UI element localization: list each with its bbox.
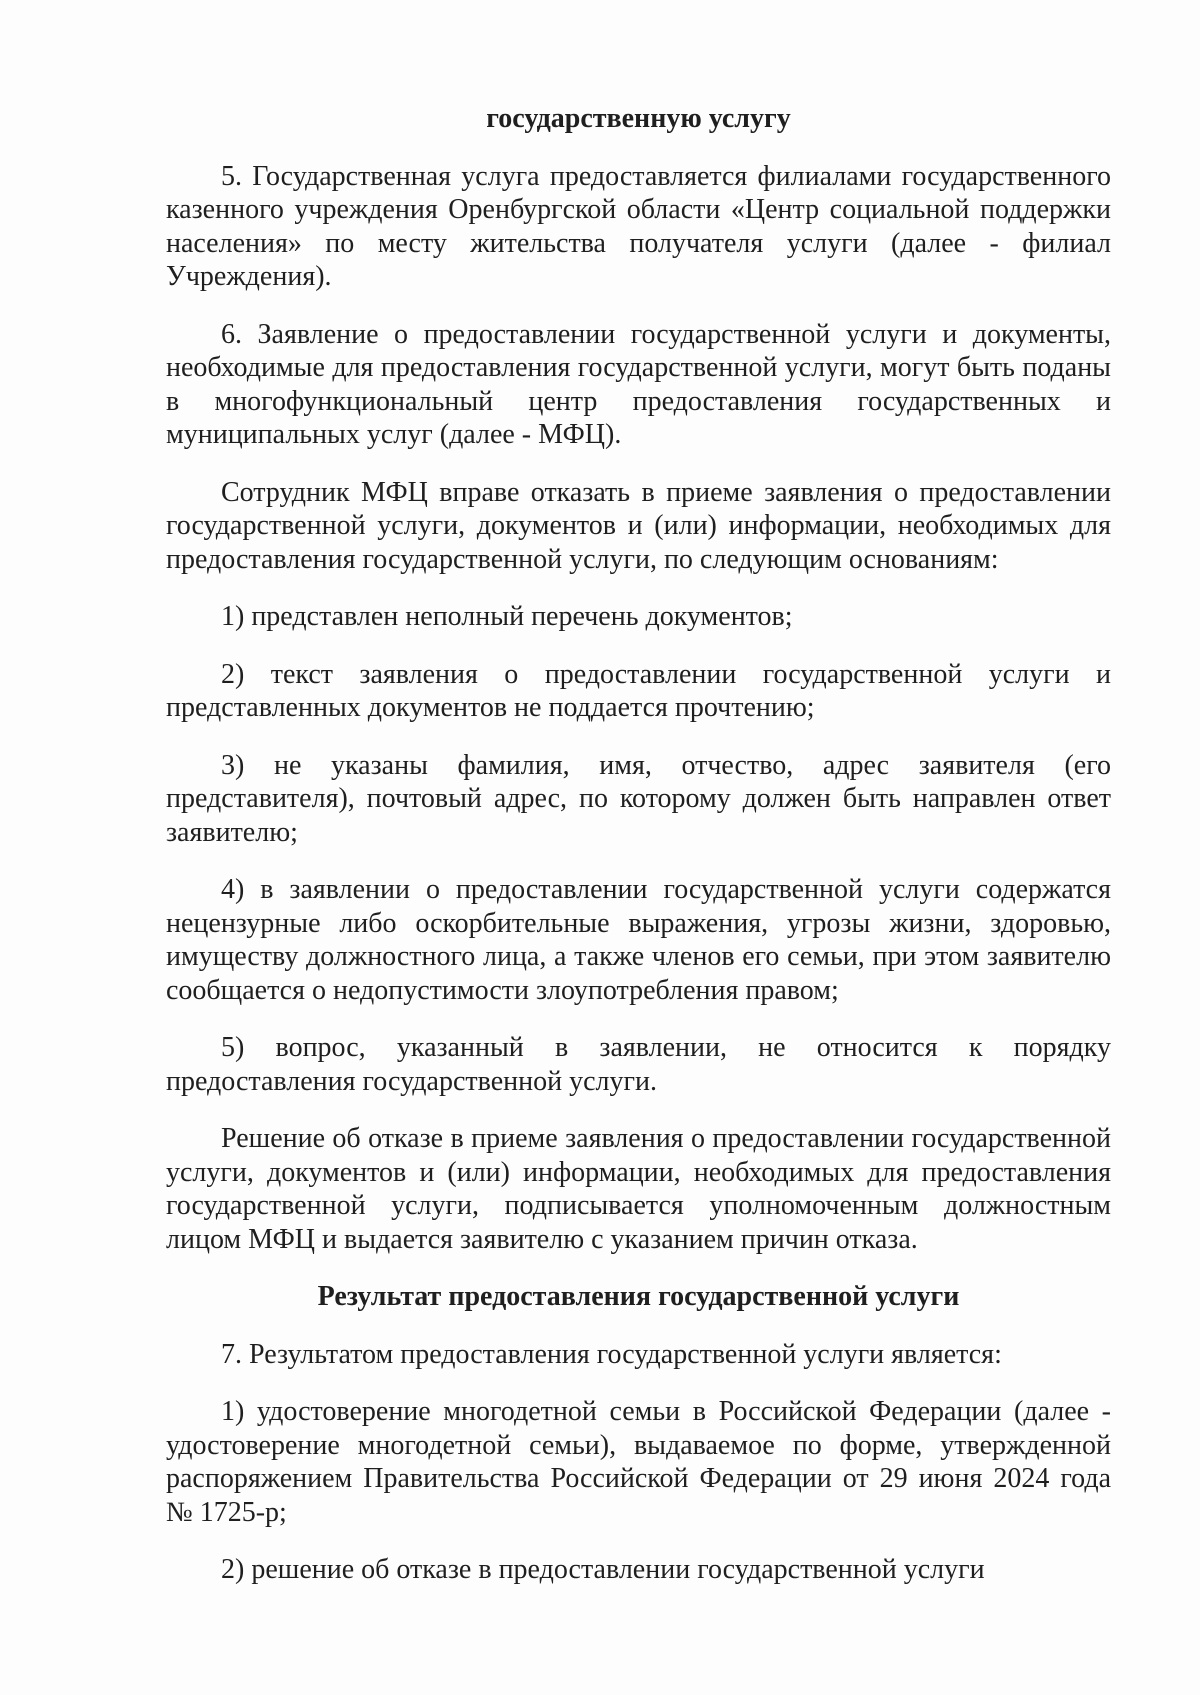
paragraph-result-1: 1) удостоверение многодетной семьи в Российской Федерации (далее - удостоверение многодетной семьи), выдаваемое по форме, утвержденной распоряжением Правительства Российской Федерации от 29 июня 2024 года № 1725-р; [166, 1396, 1111, 1528]
paragraph-item-7: 7. Результатом предоставления государственной услуги является: [221, 1338, 1002, 1370]
paragraph-result-2: 2) решение об отказе в предоставлении государственной услуги [221, 1554, 985, 1585]
section-heading-result: Результат предоставления государственной услуги [317, 1281, 960, 1312]
paragraph-refusal-reason-5: 5) вопрос, указанный в заявлении, не относится к порядку предоставления государственной услуги. [166, 1032, 1111, 1097]
paragraph-item-5: 5. Государственная услуга предоставляется филиалами государственного казенного учреждения Оренбургской области «Центр социальной поддержки населения» по месту жительства получателя услуги (далее - филиал Учреждения). [166, 160, 1111, 292]
paragraph-item-6: 6. Заявление о предоставлении государственной услуги и документы, необходимые для предоставления государственной услуги, могут быть поданы в многофункциональный центр предоставления государственных и муниципальных услуг (далее - МФЦ). [166, 318, 1111, 450]
paragraph-refusal-reason-4: 4) в заявлении о предоставлении государственной услуги содержатся нецензурные либо оскорбительные выражения, угрозы жизни, здоровью, имуществу должностного лица, а также членов его семьи, при этом заявителю сообщается о недопустимости злоупотребления правом; [166, 874, 1111, 1006]
document-body [166, 102, 1111, 1587]
paragraph-refusal-reason-3: 3) не указаны фамилия, имя, отчество, адрес заявителя (его представителя), почтовый адрес, по которому должен быть направлен ответ заявителю; [166, 749, 1111, 848]
paragraph-refusal-decision: Решение об отказе в приеме заявления о предоставлении государственной услуги, документов и (или) информации, необходимых для предоставления государственной услуги, подписывается уполномоченным должностным лицом МФЦ и выдается заявителю с указанием причин отказа. [166, 1123, 1111, 1255]
paragraph-refusal-reason-1: 1) представлен неполный перечень документов; [221, 601, 793, 632]
section-heading-top: государственную услугу [486, 103, 791, 134]
paragraph-refusal-reason-2: 2) текст заявления о предоставлении государственной услуги и представленных документов не поддается прочтению; [166, 658, 1111, 723]
paragraph-refusal-intro: Сотрудник МФЦ вправе отказать в приеме заявления о предоставлении государственной услуги, документов и (или) информации, необходимых для предоставления государственной услуги, по следующим основаниям: [166, 476, 1111, 575]
